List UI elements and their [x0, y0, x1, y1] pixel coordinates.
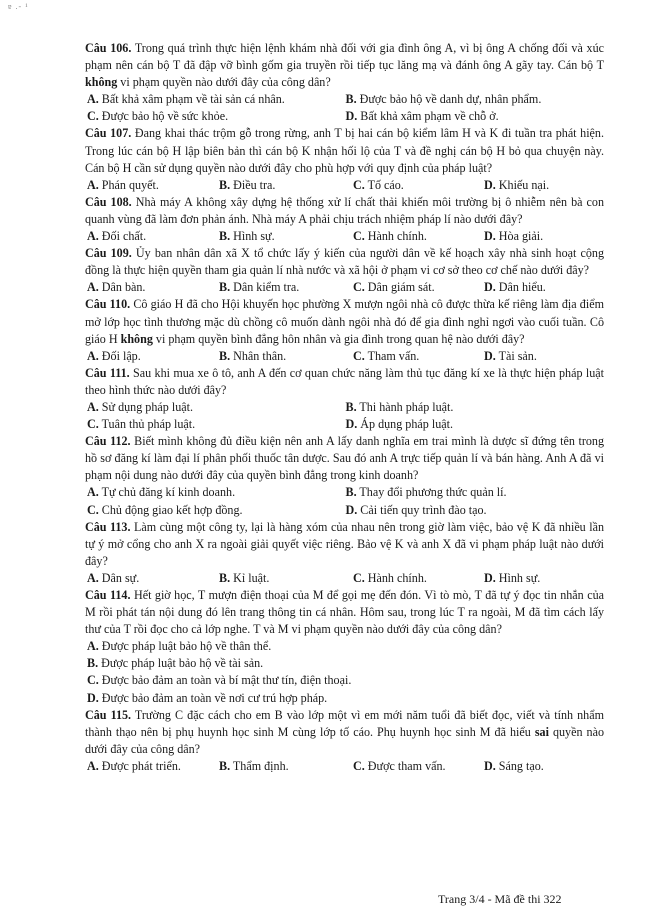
- question-111: [85, 365, 604, 433]
- question-body: Hết giờ học, T mượn điện thoại của M để gọi mẹ đến đón. Vì tò mò, T đã tự ý đọc tin nhắn của M rồi phát tán nội dung đó lên trang thông tin cá nhân. Hôm sau, trong lúc T ra ngoài, M đã tìm cách lấy thư của T rồi đọc cho cả lớp nghe. T và M vi phạm quyền nào dưới đây của công dân?: [85, 588, 604, 637]
- question-body: Cô giáo H đã cho Hội khuyến học phường X mượn ngôi nhà cô được thừa kế riêng làm địa điểm mở lớp học tình thương mặc dù chồng cô muốn dành ngôi nhà đó để gia đình nghỉ ngơi vào cuối tuần. Cô giáo H: [85, 297, 604, 346]
- question-body: Ủy ban nhân dân xã X tổ chức lấy ý kiến của người dân về kế hoạch xây nhà sinh hoạt cộng đồng là thực hiện quyền tham gia quản lí nhà nước và xã hội ở phạm vi cơ sở theo cơ chế nào dưới đây?: [85, 246, 604, 278]
- option-a[interactable]: A. Được phát triển.: [87, 758, 181, 773]
- option-b[interactable]: B. Thay đổi phương thức quản lí.: [345, 485, 507, 500]
- option-d[interactable]: D. Áp dụng pháp luật.: [345, 417, 453, 432]
- option-c[interactable]: C. Hành chính.: [353, 570, 427, 585]
- option-a[interactable]: A. Dân bàn.: [87, 280, 146, 295]
- options: [85, 484, 604, 501]
- option-a[interactable]: A. Phán quyết.: [87, 177, 159, 192]
- question-text: [85, 707, 604, 758]
- option-b[interactable]: B. Được pháp luật bảo hộ về tài sản.: [87, 656, 264, 671]
- question-body: Biết mình không đủ điều kiện nên anh A lấy danh nghĩa em trai mình là dược sĩ đứng tên trong hồ sơ đăng kí làm đại lí phân phối thuốc tân dược. Sau đó anh A trực tiếp quản lí và bán hàng. Anh A đã vi phạm nội dung nào dưới đây của quyền bình đẳng trong kinh doanh?: [85, 434, 604, 483]
- option-a[interactable]: A. Đối chất.: [87, 229, 147, 244]
- option-d[interactable]: D. Dân hiểu.: [484, 280, 546, 295]
- question-text: [85, 433, 604, 484]
- option-c[interactable]: C. Tuân thủ pháp luật.: [87, 417, 196, 432]
- options: [85, 758, 604, 775]
- question-text: [85, 519, 604, 570]
- question-body: Nhà máy A không xây dựng hệ thống xử lí chất thải khiến môi trường bị ô nhiễm nên bà con quanh vùng đã làm đơn phản ánh. Nhà máy A phải chịu trách nhiệm pháp lí nào dưới đây?: [85, 194, 604, 226]
- question-108: [85, 194, 604, 245]
- question-107: [85, 125, 604, 193]
- question-number: Câu 110.: [85, 297, 131, 312]
- options: [85, 416, 604, 433]
- question-body: Làm cùng một công ty, lại là hàng xóm của nhau nên trong giờ làm việc, bảo vệ K đã nhiều lần tự ý mở cổng cho anh X ra ngoài giải quyết việc riêng. Bảo vệ K và anh X đã vi phạm pháp luật nào dưới đây?: [85, 519, 605, 568]
- option-a[interactable]: A. Sử dụng pháp luật.: [87, 399, 193, 414]
- question-number: Câu 112.: [85, 434, 131, 449]
- question-text: [85, 125, 604, 176]
- question-body: Trong quá trình thực hiện lệnh khám nhà đối với gia đình ông A, vì bị ông A chống đối và xúc phạm nên cán bộ T đã đập vỡ bình gốm gia truyền rồi tiếp tục lăng mạ và đánh ông A gãy tay. Cán bộ T: [85, 41, 604, 73]
- page-footer: Trang 3/4 - Mã đề thi 322: [438, 892, 562, 906]
- option-b[interactable]: B. Hình sự.: [219, 229, 275, 244]
- question-text: [85, 296, 604, 347]
- question-109: [85, 245, 604, 296]
- option-c[interactable]: C. Tham vấn.: [353, 348, 420, 363]
- option-d[interactable]: D. Hình sự.: [484, 570, 541, 585]
- question-body-end: vi phạm quyền nào dưới đây của công dân?: [117, 75, 331, 90]
- emphasis: không: [85, 75, 118, 90]
- emphasis: không: [120, 331, 153, 346]
- options: [85, 502, 604, 519]
- question-text: [85, 245, 604, 279]
- option-d[interactable]: D. Hòa giải.: [484, 229, 544, 244]
- option-c[interactable]: C. Tố cáo.: [353, 177, 404, 192]
- options: [85, 399, 604, 416]
- question-text: [85, 194, 604, 228]
- question-number: Câu 107.: [85, 126, 132, 141]
- option-b[interactable]: B. Thi hành pháp luật.: [345, 399, 454, 414]
- question-body: Sau khi mua xe ô tô, anh A đến cơ quan chức năng làm thủ tục đăng kí xe là thực hiện pháp luật theo hình thức nào dưới đây?: [85, 365, 604, 397]
- option-b[interactable]: B. Được bảo hộ về danh dự, nhân phẩm.: [345, 92, 542, 107]
- question-text: [85, 365, 604, 399]
- option-c[interactable]: C. Được bảo đảm an toàn và bí mật thư tín, điện thoại.: [87, 673, 352, 688]
- question-106: [85, 40, 604, 125]
- option-a[interactable]: A. Đối lập.: [87, 348, 141, 363]
- question-number: Câu 108.: [85, 194, 132, 209]
- option-d[interactable]: D. Được bảo đảm an toàn về nơi cư trú hợp pháp.: [87, 690, 328, 705]
- option-c[interactable]: C. Dân giám sát.: [353, 280, 435, 295]
- option-d[interactable]: D. Tài sản.: [484, 348, 537, 363]
- options: [85, 91, 604, 108]
- option-b[interactable]: B. Nhân thân.: [219, 348, 287, 363]
- option-b[interactable]: B. Thẩm định.: [219, 758, 289, 773]
- option-a[interactable]: A. Bất khả xâm phạm về tài sản cá nhân.: [87, 92, 285, 107]
- question-number: Câu 115.: [85, 707, 132, 722]
- options: [85, 348, 604, 365]
- option-a[interactable]: A. Dân sự.: [87, 570, 140, 585]
- question-number: Câu 106.: [85, 41, 132, 55]
- options: [85, 279, 604, 296]
- option-b[interactable]: B. Kỉ luật.: [219, 570, 270, 585]
- question-number: Câu 109.: [85, 246, 132, 261]
- question-text: [85, 587, 604, 638]
- option-a[interactable]: A. Tự chủ đăng kí kinh doanh.: [87, 485, 236, 500]
- options: [85, 638, 604, 706]
- options: [85, 228, 604, 245]
- option-a[interactable]: A. Được pháp luật bảo hộ về thân thể.: [87, 639, 272, 654]
- question-body-end: vi phạm quyền bình đẳng hôn nhân và gia đình trong quan hệ nào dưới đây?: [152, 331, 525, 346]
- option-c[interactable]: C. Hành chính.: [353, 229, 427, 244]
- option-d[interactable]: D. Cải tiến quy trình đào tạo.: [345, 502, 487, 517]
- question-body: Trường C đặc cách cho em B vào lớp một vì em mới năm tuổi đã biết đọc, viết và tính nhẩm thành thạo nên bị phụ huynh học sinh M cùng lớp tố cáo. Phụ huynh học sinh M đã hiểu: [85, 707, 604, 739]
- question-body-end: quyền nào dưới đây của công dân?: [85, 724, 604, 756]
- option-d[interactable]: D. Khiếu nại.: [484, 177, 550, 192]
- question-body: Đang khai thác trộm gỗ trong rừng, anh T bị hai cán bộ kiểm lâm H và K đi tuần tra phát hiện. Trong lúc cán bộ H lập biên bản thì cán bộ K nhận hối lộ của T và đề nghị cán bộ H bỏ qua chuyện này. Cán bộ H cần sử dụng quyền nào dưới đây cho phù hợp với quy định của pháp luật?: [85, 126, 604, 175]
- options: [85, 108, 604, 125]
- scan-mark: ɐ .- ¹: [8, 2, 29, 11]
- option-c[interactable]: C. Được tham vấn.: [353, 758, 446, 773]
- option-c[interactable]: C. Chủ động giao kết hợp đồng.: [87, 502, 243, 517]
- question-110: [85, 296, 604, 364]
- question-text: [85, 40, 604, 91]
- option-b[interactable]: B. Dân kiểm tra.: [219, 280, 300, 295]
- emphasis: sai: [534, 724, 549, 739]
- options: [85, 570, 604, 587]
- question-number: Câu 111.: [85, 365, 130, 380]
- question-114: [85, 587, 604, 707]
- options: [85, 177, 604, 194]
- exam-page: [85, 40, 604, 775]
- question-number: Câu 113.: [85, 519, 131, 534]
- option-d[interactable]: D. Bất khả xâm phạm về chỗ ở.: [345, 109, 499, 124]
- question-115: [85, 707, 604, 775]
- question-113: [85, 519, 604, 587]
- option-c[interactable]: C. Được bảo hộ về sức khỏe.: [87, 109, 229, 124]
- question-number: Câu 114.: [85, 588, 131, 602]
- option-d[interactable]: D. Sáng tạo.: [484, 758, 544, 773]
- question-112: [85, 433, 604, 518]
- option-b[interactable]: B. Điều tra.: [219, 177, 276, 192]
